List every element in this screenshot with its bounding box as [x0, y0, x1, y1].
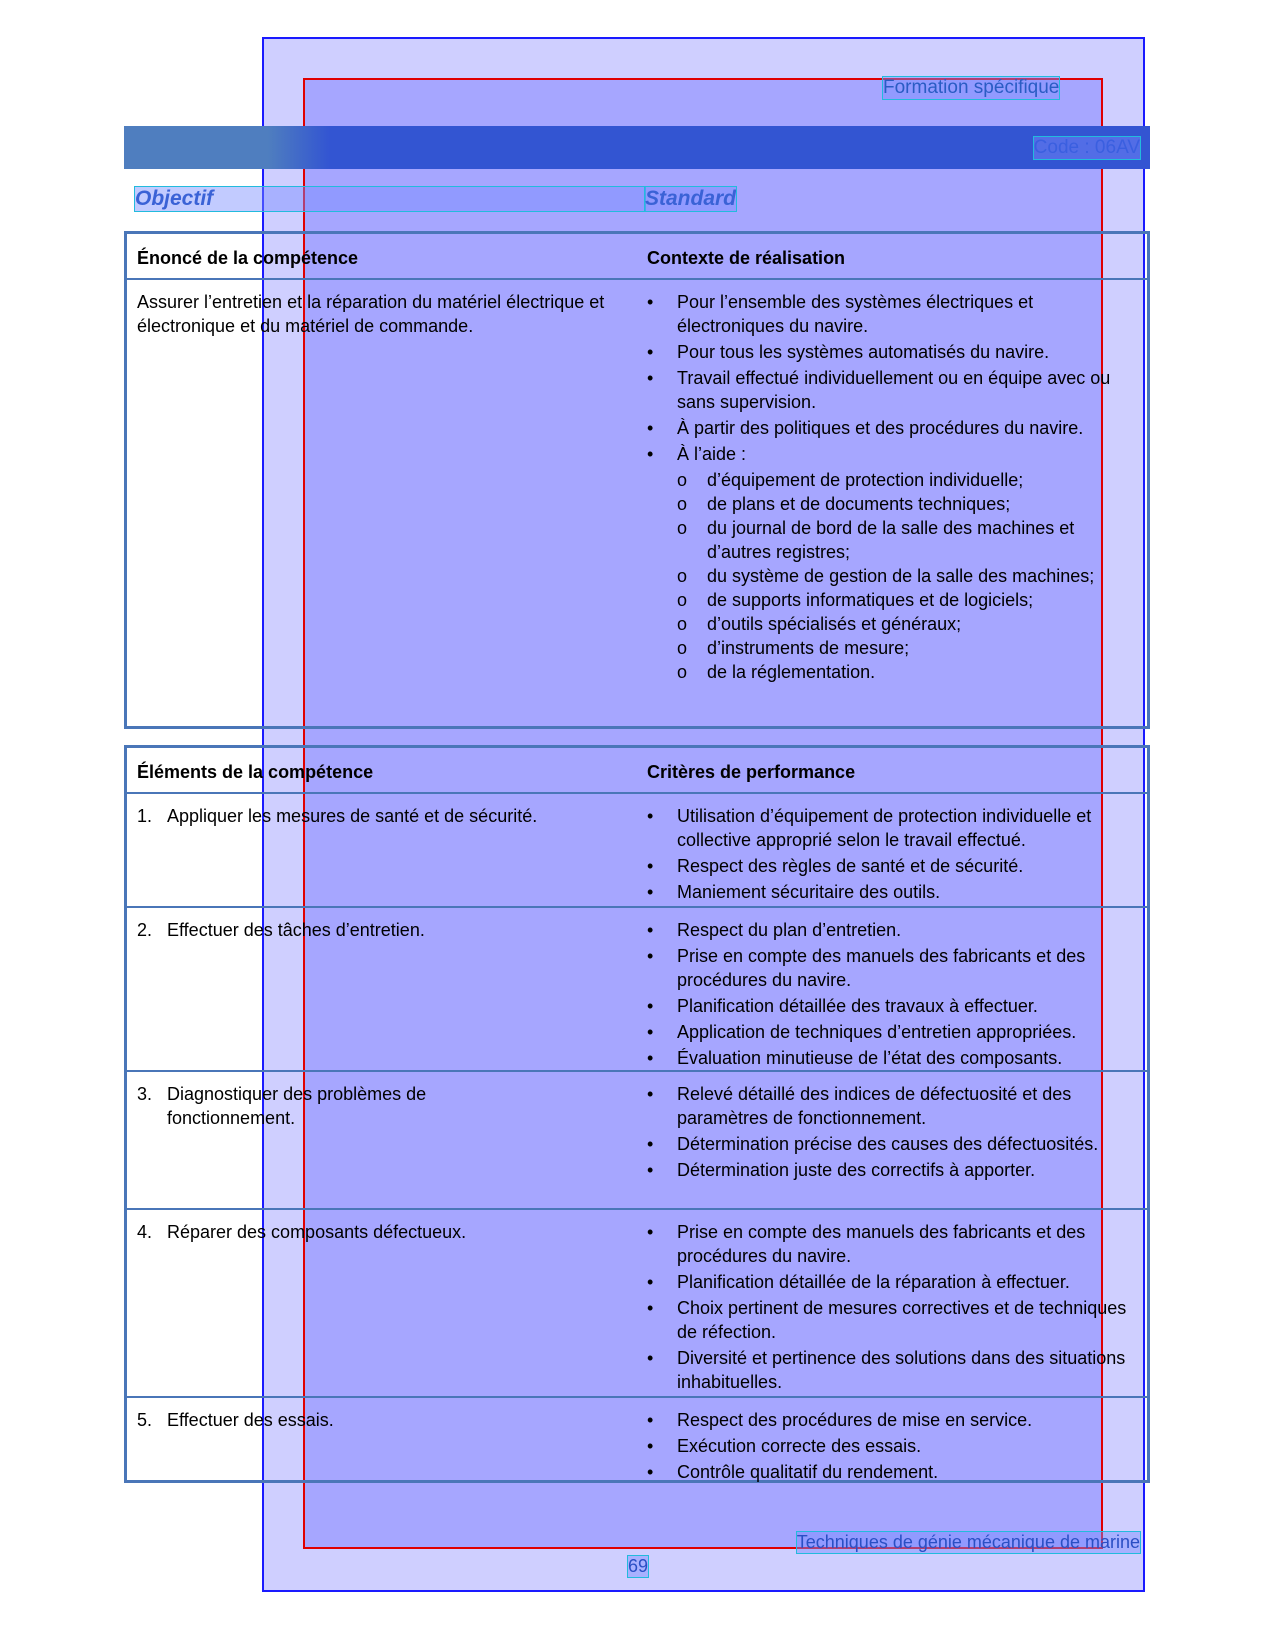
criterion-item: • Utilisation d’équipement de protection individuelle et collective approprié selon le travail effectué. [647, 804, 1137, 852]
standard-label: Standard [645, 187, 737, 210]
aid-item: o du journal de bord de la salle des machines et d’autres registres; [677, 516, 1137, 564]
competence-header: Énoncé de la compétence [137, 248, 359, 268]
criterion-item: • Exécution correcte des essais. [647, 1434, 1137, 1458]
criteria-list [647, 1082, 1137, 1184]
element-row [127, 794, 1147, 908]
context-list [647, 290, 1137, 684]
elements-header-row [127, 748, 1147, 794]
criteria-header: Critères de performance [647, 762, 856, 782]
element-label: Effectuer des essais. [167, 1410, 334, 1430]
objective-label: Objectif [135, 187, 645, 211]
element-label: Réparer des composants défectueux. [167, 1222, 467, 1242]
criterion-item: • Évaluation minutieuse de l’état des composants. [647, 1046, 1137, 1070]
course-code: Code : 06AV [1033, 137, 1140, 158]
element-text [137, 804, 637, 828]
competence-statement: Assurer l’entretien et la réparation du matériel électrique et électronique et du matériel de commande. [137, 292, 605, 336]
competence-body-row [127, 280, 1147, 726]
criterion-item: • Application de techniques d’entretien appropriées. [647, 1020, 1137, 1044]
element-number: 2. [137, 920, 153, 940]
page-number: 69 [628, 1556, 649, 1576]
aid-item: o de supports informatiques et de logiciels; [677, 588, 1137, 612]
criterion-item: • Respect des règles de santé et de sécurité. [647, 854, 1137, 878]
elements-header: Éléments de la compétence [137, 762, 374, 782]
criteria-list [647, 1408, 1137, 1486]
criteria-list [647, 1220, 1137, 1396]
element-label: Diagnostiquer des problèmes de fonctionnement. [167, 1084, 427, 1128]
context-item: • Pour l’ensemble des systèmes électriques et électroniques du navire. [647, 290, 1137, 338]
criterion-item: • Prise en compte des manuels des fabricants et des procédures du navire. [647, 944, 1137, 992]
context-item: • À partir des politiques et des procédures du navire. [647, 416, 1137, 440]
aid-item: o du système de gestion de la salle des machines; [677, 564, 1137, 588]
code-bar [124, 126, 1150, 169]
criterion-item: • Planification détaillée de la réparation à effectuer. [647, 1270, 1137, 1294]
element-number: 3. [137, 1084, 153, 1104]
criterion-item: • Diversité et pertinence des solutions dans des situations inhabituelles. [647, 1346, 1137, 1394]
element-row [127, 908, 1147, 1072]
criteria-list [647, 918, 1137, 1072]
context-item: • À l’aide : [647, 442, 1137, 466]
criterion-item: • Choix pertinent de mesures correctives et de techniques de réfection. [647, 1296, 1137, 1344]
aid-item: o de plans et de documents techniques; [677, 492, 1137, 516]
context-item: • Pour tous les systèmes automatisés du navire. [647, 340, 1137, 364]
criterion-item: • Contrôle qualitatif du rendement. [647, 1460, 1137, 1484]
element-text [137, 918, 637, 942]
element-row [127, 1210, 1147, 1398]
criterion-item: • Prise en compte des manuels des fabricants et des procédures du navire. [647, 1220, 1137, 1268]
competence-header-row [127, 234, 1147, 280]
element-label: Effectuer des tâches d’entretien. [167, 920, 425, 940]
criterion-item: • Planification détaillée des travaux à effectuer. [647, 994, 1137, 1018]
aid-item: o d’instruments de mesure; [677, 636, 1137, 660]
competence-table [124, 231, 1150, 729]
element-row [127, 1398, 1147, 1486]
context-header: Contexte de réalisation [647, 248, 846, 268]
element-label: Appliquer les mesures de santé et de sécurité. [167, 806, 538, 826]
aid-item: o d’équipement de protection individuelle; [677, 468, 1137, 492]
criteria-list [647, 804, 1137, 906]
aid-item: o de la réglementation. [677, 660, 1137, 684]
element-number: 4. [137, 1222, 153, 1242]
context-item: • Travail effectué individuellement ou en équipe avec ou sans supervision. [647, 366, 1137, 414]
element-row [127, 1072, 1147, 1210]
element-text [137, 1220, 637, 1244]
elements-table [124, 745, 1150, 1483]
criterion-item: • Maniement sécuritaire des outils. [647, 880, 1137, 904]
criterion-item: • Relevé détaillé des indices de défectuosité et des paramètres de fonctionnement. [647, 1082, 1137, 1130]
element-number: 5. [137, 1410, 153, 1430]
criterion-item: • Respect du plan d’entretien. [647, 918, 1137, 942]
criterion-item: • Détermination juste des correctifs à apporter. [647, 1158, 1137, 1182]
element-number: 1. [137, 806, 153, 826]
criterion-item: • Détermination précise des causes des défectuosités. [647, 1132, 1137, 1156]
element-text [137, 1408, 637, 1432]
section-label: Formation spécifique [883, 77, 1060, 98]
element-text [137, 1082, 507, 1130]
aid-item: o d’outils spécialisés et généraux; [677, 612, 1137, 636]
footer-program-title: Techniques de génie mécanique de marine [796, 1532, 1140, 1552]
criterion-item: • Respect des procédures de mise en service. [647, 1408, 1137, 1432]
